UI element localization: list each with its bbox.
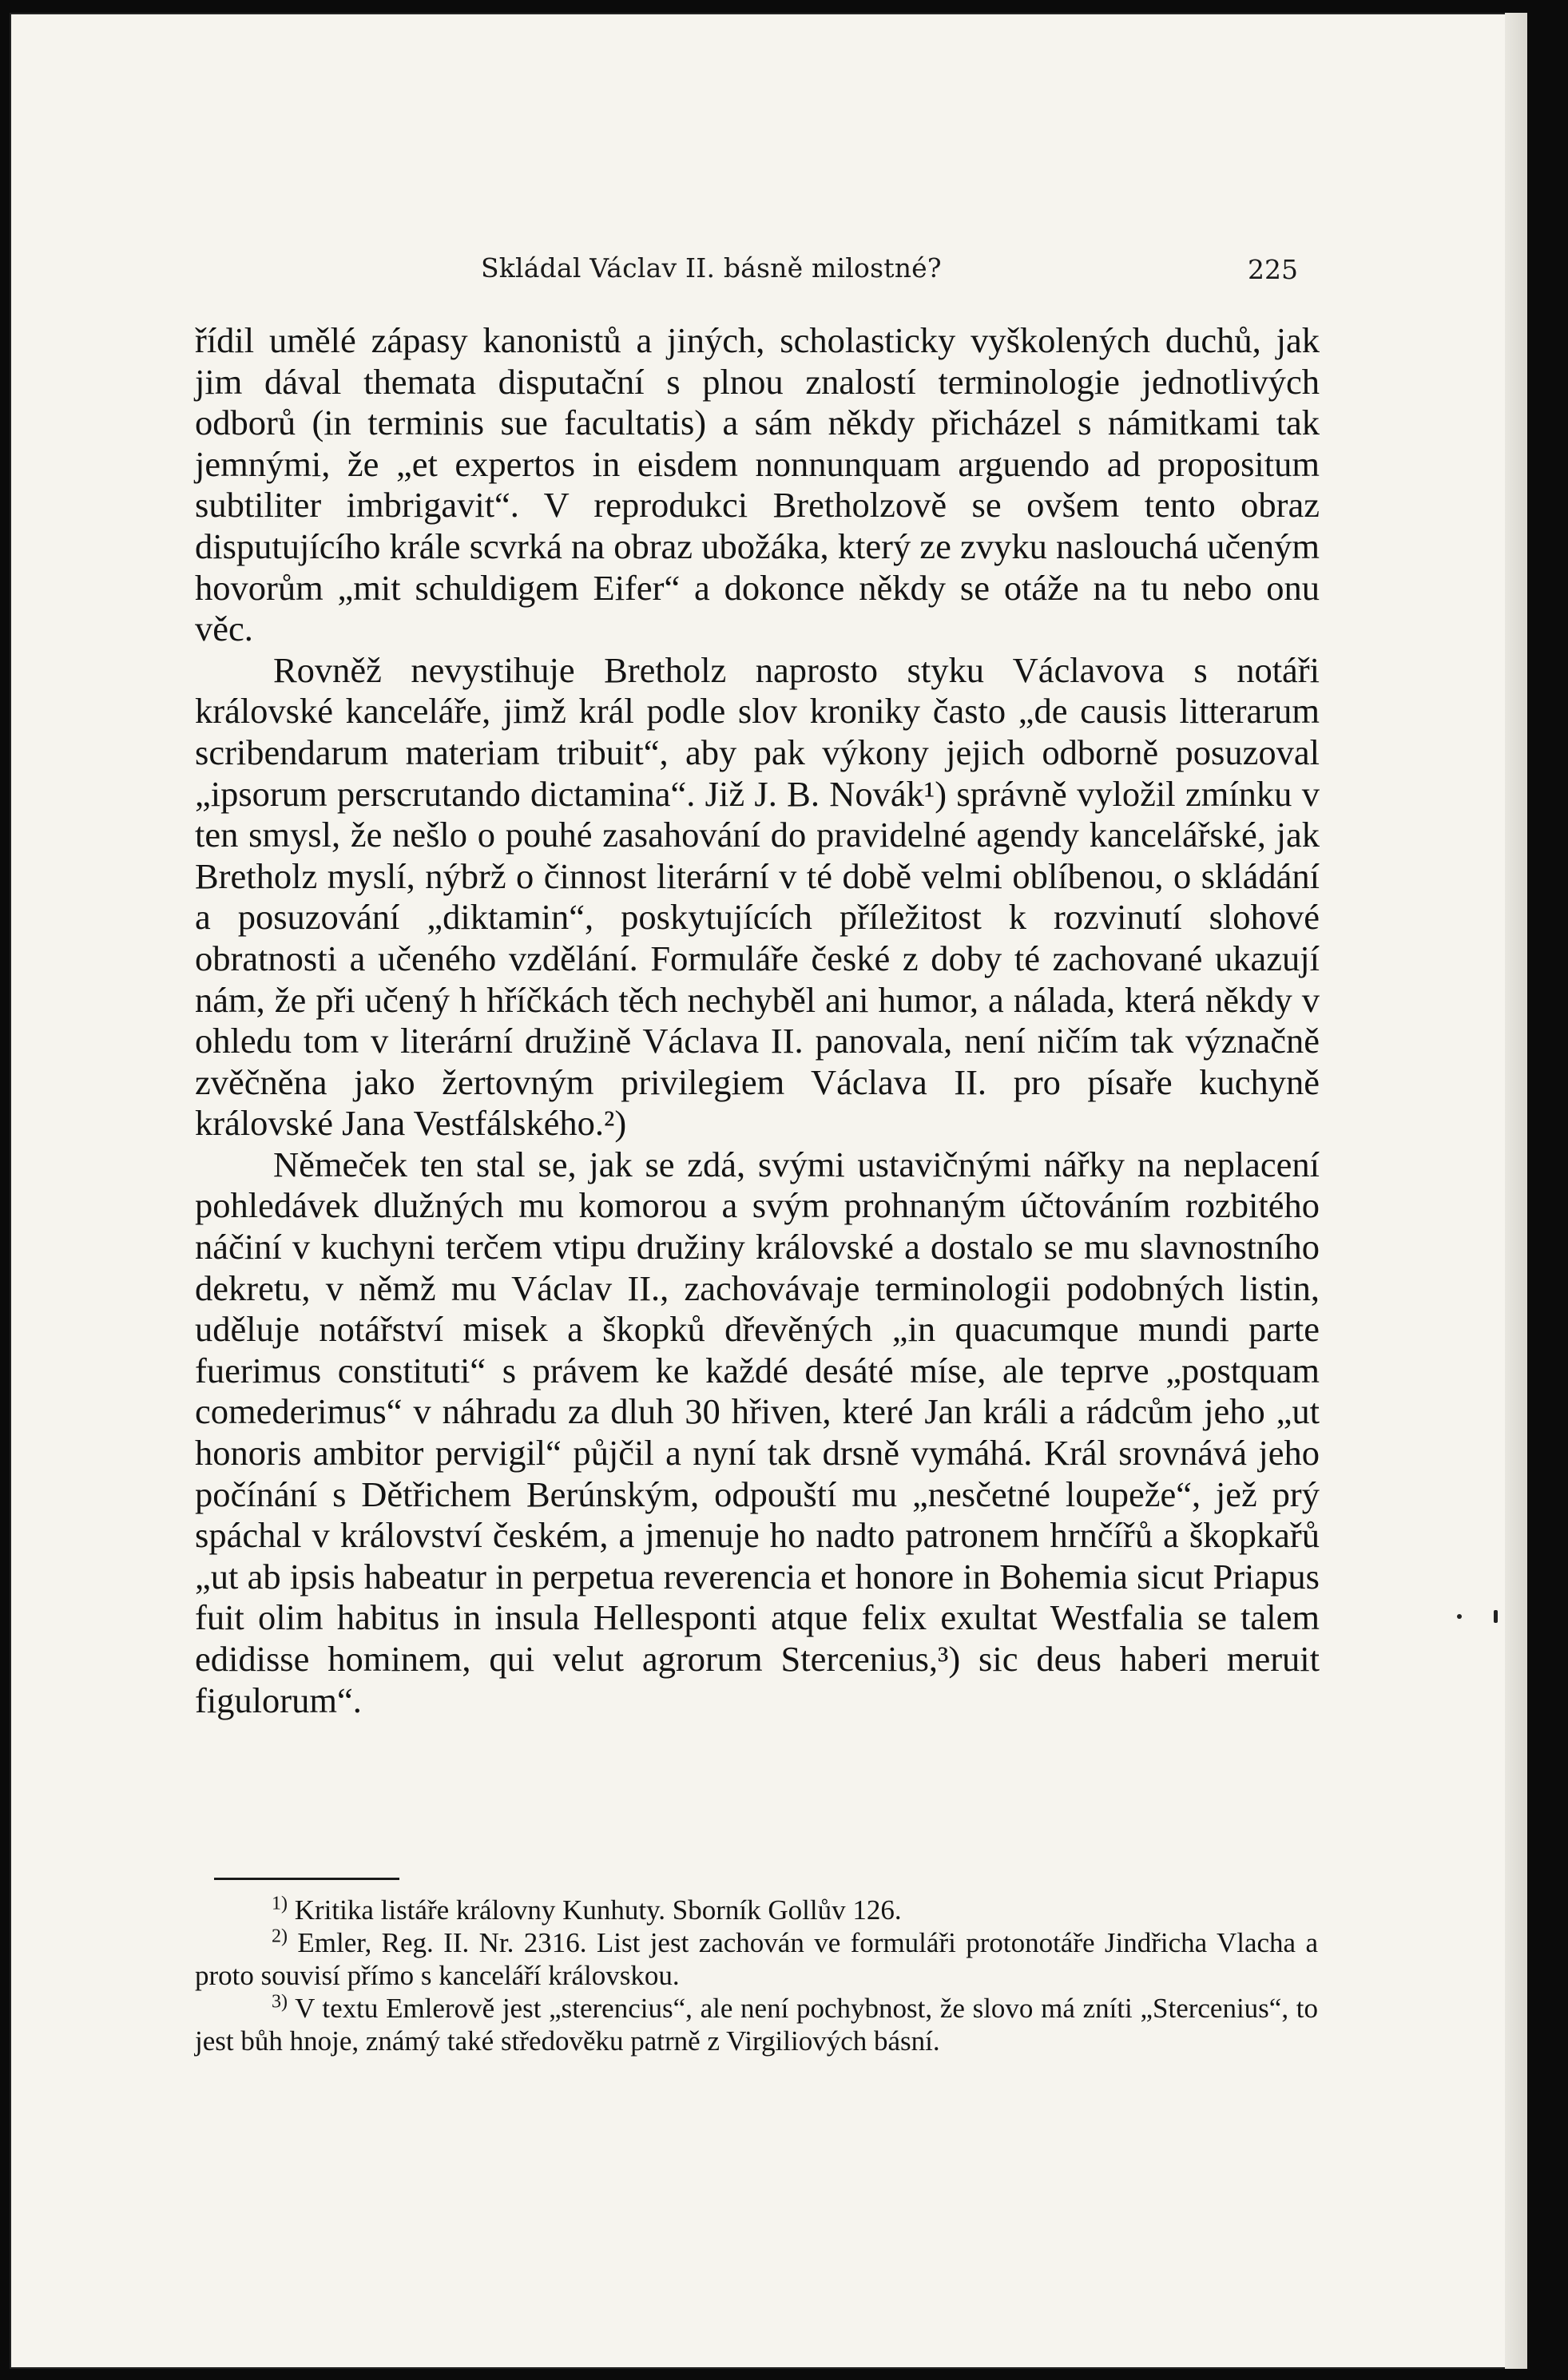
footnote-text: V textu Emlerově jest „sterencius“, ale není pochybnost, že slovo má zníti „Stercenius“, to jest bůh hnoje, známý také středověku patrně z Virgiliových básní. xyxy=(195,1993,1318,2057)
footnote-marker: 2) xyxy=(272,1926,288,1947)
footnote-text: Kritika listáře královny Kunhuty. Sborník Gollův 126. xyxy=(294,1894,902,1926)
footnote-marker: 1) xyxy=(272,1893,288,1914)
footnote-1 xyxy=(195,1894,1318,1926)
footnote-3 xyxy=(195,1992,1318,2057)
footnote-text: Emler, Reg. II. Nr. 2316. List jest zachován ve formuláři protonotáře Jindřicha Vlacha a proto souvisí přímo s kanceláří královskou. xyxy=(195,1927,1318,1991)
paragraph-3: Němeček ten stal se, jak se zdá, svými ustavičnými nářky na neplacení pohledávek dlužných mu komorou a svým prohnaným účtováním rozbitého náčiní v kuchyni terčem vtipu družiny královské a dostalo se mu slavnostního dekretu, v němž mu Václav II., zachovávaje terminologii podobných listin, uděluje notářství misek a škopků dřevěných „in quacumque mundi parte fuerimus constituti“ s právem ke každé desáté míse, ale teprve „postquam comederimus“ v náhradu za dluh 30 hřiven, které Jan králi a rádcům jeho „ut honoris ambitor pervigil“ půjčil a nyní tak drsně vymáhá. Král srovnává jeho počínání s Dětřichem Berúnským, odpouští mu „nesčetné loupeže“, jež prý spáchal v království českém, a jmenuje ho nadto patronem hrnčířů a škopkařů „ut ab ipsis habeatur in perpetua reverencia et honore in Bohemia sicut Priapus fuit olim habitus in insula Hellesponti atque felix exultat Westfalia se talem edidisse hominem, qui velut agrorum Stercenius,³) sic deus haberi meruit figulorum“. xyxy=(195,1144,1320,1720)
footnote-marker: 3) xyxy=(272,1991,288,2013)
page-edge-shadow xyxy=(1505,13,1527,2369)
running-title: Skládal Václav II. básně milostné? xyxy=(481,252,942,284)
footnote-2 xyxy=(195,1926,1318,1992)
footnote-divider xyxy=(214,1878,399,1880)
scan-speck xyxy=(1494,1610,1498,1623)
paragraph-1: řídil umělé zápasy kanonistů a jiných, scholasticky vyškolených duchů, jak jim dával themata disputační s plnou znalostí terminologie jednotlivých odborů (in terminis sue facultatis) a sám někdy přicházel s námitkami tak jemnými, že „et expertos in eisdem nonnunquam arguendo ad propositum subtiliter imbrigavit“. V reprodukci Bretholzově se ovšem tento obraz disputujícího krále scvrká na obraz ubožáka, který ze zvyku naslouchá učeným hovorům „mit schuldigem Eifer“ a dokonce někdy se otáže na tu nebo onu věc. xyxy=(195,320,1320,649)
page-number: 225 xyxy=(1248,254,1298,285)
scan-speck xyxy=(1457,1614,1462,1619)
book-page xyxy=(10,13,1527,2369)
main-text xyxy=(195,320,1320,1721)
footnotes xyxy=(195,1894,1318,2057)
paragraph-2: Rovněž nevystihuje Bretholz naprosto styku Václavova s notáři královské kanceláře, jimž král podle slov kroniky často „de causis litterarum scribendarum materiam tribuit“, aby pak výkony jejich odborně posuzoval „ipsorum perscrutando dictamina“. Již J. B. Novák¹) správně vyložil zmínku v ten smysl, že nešlo o pouhé zasahování do pravidelné agendy kancelářské, jak Bretholz myslí, nýbrž o činnost literární v té době velmi oblíbenou, o skládání a posuzování „diktamin“, poskytujících příležitost k rozvinutí slohové obratnosti a učeného vzdělání. Formuláře české z doby té zachované ukazují nám, že při učený h hříčkách těch nechyběl ani humor, a nálada, která někdy v ohledu tom v literární družině Václava II. panovala, není ničím tak význačně zvěčněna jako žertovným privilegiem Václava II. pro písaře kuchyně královské Jana Vestfálského.²) xyxy=(195,649,1320,1144)
